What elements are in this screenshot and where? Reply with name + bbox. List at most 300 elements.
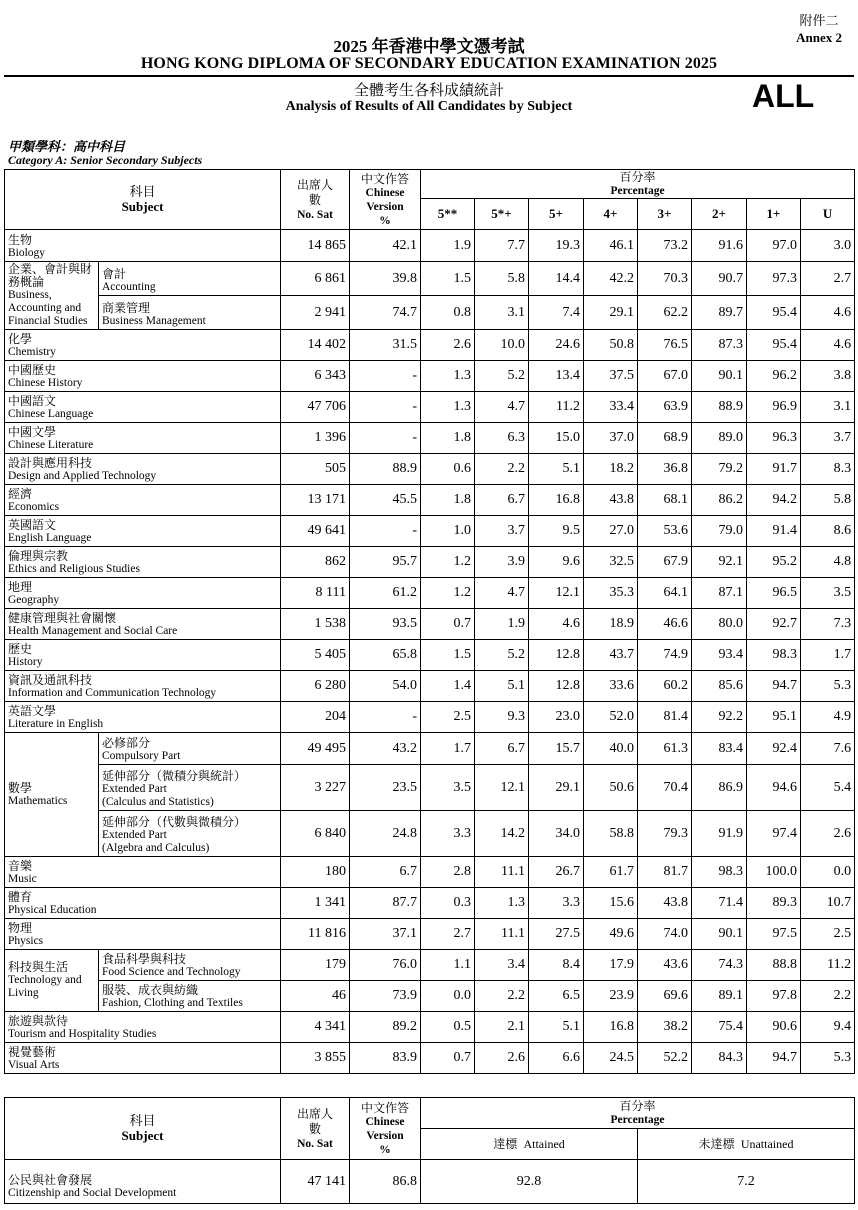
subject-cell: 倫理與宗教 Ethics and Religious Studies (5, 547, 281, 578)
percentage-cell: 8.6 (801, 516, 855, 547)
percentage-cell: 7.3 (801, 609, 855, 640)
percentage-cell: 6.3 (475, 423, 529, 454)
table-row (5, 516, 855, 547)
subject-cell: 健康管理與社會關懷 Health Management and Social Care (5, 609, 281, 640)
percentage-cell: 95.4 (747, 330, 801, 361)
page-title-zh: 2025 年香港中學文憑考試 (333, 37, 525, 56)
percentage-cell: 3.3 (529, 888, 584, 919)
percentage-cell: 94.2 (747, 485, 801, 516)
percentage-cell: 0.5 (421, 1012, 475, 1043)
percentage-cell: 18.9 (584, 609, 638, 640)
percentage-cell: 97.5 (747, 919, 801, 950)
percentage-cell: 5.1 (529, 454, 584, 485)
percentage-cell: 17.9 (584, 950, 638, 981)
subject-cell: 服裝、成衣與紡織 Fashion, Clothing and Textiles (99, 981, 281, 1012)
chinese-version-cell: - (350, 392, 421, 423)
percentage-cell: 87.1 (692, 578, 747, 609)
percentage-cell: 71.4 (692, 888, 747, 919)
page-subtitle-zh: 全體考生各科成績統計 (353, 81, 504, 99)
percentage-cell: 80.0 (692, 609, 747, 640)
percentage-cell: 24.6 (529, 330, 584, 361)
percentage-cell: 5.2 (475, 640, 529, 671)
percentage-cell: 1.8 (421, 485, 475, 516)
percentage-cell: 92.4 (747, 733, 801, 765)
table-row (5, 1160, 855, 1204)
percentage-cell: 12.8 (529, 671, 584, 702)
percentage-cell: 6.6 (529, 1043, 584, 1074)
percentage-cell: 1.3 (475, 888, 529, 919)
chinese-version-cell: 45.5 (350, 485, 421, 516)
percentage-cell: 1.2 (421, 578, 475, 609)
percentage-cell: 24.5 (584, 1043, 638, 1074)
no-sat-cell: 49 495 (281, 733, 350, 765)
table-row (5, 1012, 855, 1043)
grade-header: 5*+ (475, 199, 529, 230)
subject-cell: 食品科學與科技 Food Science and Technology (99, 950, 281, 981)
chinese-version-cell: 31.5 (350, 330, 421, 361)
percentage-cell: 89.0 (692, 423, 747, 454)
percentage-cell: 88.8 (747, 950, 801, 981)
no-sat-cell: 2 941 (281, 296, 350, 330)
percentage-cell: 1.0 (421, 516, 475, 547)
table-row (5, 1043, 855, 1074)
percentage-cell: 2.2 (801, 981, 855, 1012)
table-row (5, 262, 855, 296)
percentage-cell: 15.6 (584, 888, 638, 919)
percentage-cell: 3.4 (475, 950, 529, 981)
percentage-cell: 33.4 (584, 392, 638, 423)
percentage-cell: 11.1 (475, 857, 529, 888)
percentage-cell: 9.6 (529, 547, 584, 578)
percentage-cell: 6.5 (529, 981, 584, 1012)
annex-zh: 附件二 (799, 14, 839, 29)
percentage-cell: 52.0 (584, 702, 638, 733)
percentage-cell: 90.6 (747, 1012, 801, 1043)
attained-header: 達標 Attained (421, 1129, 638, 1160)
chinese-version-cell: 89.2 (350, 1012, 421, 1043)
percentage-cell: 3.3 (421, 811, 475, 857)
percentage-cell: 10.7 (801, 888, 855, 919)
percentage-cell: 23.0 (529, 702, 584, 733)
percentage-cell: 15.7 (529, 733, 584, 765)
percentage-cell: 1.3 (421, 392, 475, 423)
grade-header: U (801, 199, 855, 230)
percentage-cell: 69.6 (638, 981, 692, 1012)
percentage-cell: 89.3 (747, 888, 801, 919)
percentage-cell: 46.6 (638, 609, 692, 640)
chinese-version-cell: 43.2 (350, 733, 421, 765)
percentage-cell: 14.2 (475, 811, 529, 857)
subject-header: 科目 Subject (5, 170, 281, 230)
percentage-cell: 15.0 (529, 423, 584, 454)
percentage-cell: 42.2 (584, 262, 638, 296)
percentage-cell: 96.2 (747, 361, 801, 392)
percentage-cell: 3.7 (475, 516, 529, 547)
percentage-cell: 91.9 (692, 811, 747, 857)
percentage-cell: 53.6 (638, 516, 692, 547)
subject-cell: 商業管理 Business Management (99, 296, 281, 330)
table-row (5, 423, 855, 454)
unattained-header: 未達標 Unattained (638, 1129, 855, 1160)
percentage-cell: 10.0 (475, 330, 529, 361)
percentage-cell: 86.9 (692, 765, 747, 811)
percentage-cell: 43.8 (584, 485, 638, 516)
percentage-cell: 7.6 (801, 733, 855, 765)
percentage-cell: 5.8 (801, 485, 855, 516)
chinese-version-cell: 95.7 (350, 547, 421, 578)
percentage-cell: 79.3 (638, 811, 692, 857)
percentage-cell: 16.8 (584, 1012, 638, 1043)
percentage-cell: 5.1 (529, 1012, 584, 1043)
no-sat-cell: 8 111 (281, 578, 350, 609)
percentage-cell: 2.5 (421, 702, 475, 733)
no-sat-cell: 180 (281, 857, 350, 888)
percentage-cell: 2.8 (421, 857, 475, 888)
table-row (5, 919, 855, 950)
table-row (5, 392, 855, 423)
percentage-cell: 92.1 (692, 547, 747, 578)
percentage-cell: 0.6 (421, 454, 475, 485)
percentage-cell: 96.3 (747, 423, 801, 454)
results-table (4, 169, 855, 1074)
percentage-cell: 98.3 (692, 857, 747, 888)
subject-cell: 經濟 Economics (5, 485, 281, 516)
percentage-cell: 97.4 (747, 811, 801, 857)
percentage-cell: 29.1 (584, 296, 638, 330)
percentage-cell: 11.2 (801, 950, 855, 981)
table-row (5, 765, 855, 811)
percentage-cell: 1.7 (801, 640, 855, 671)
percentage-cell: 0.0 (421, 981, 475, 1012)
subject-cell: 資訊及通訊科技 Information and Communication Technology (5, 671, 281, 702)
chinese-version-header: 中文作答 Chinese Version % (350, 170, 421, 230)
table-row (5, 296, 855, 330)
no-sat-cell: 14 865 (281, 230, 350, 262)
grade-header: 2+ (692, 199, 747, 230)
percentage-cell: 1.8 (421, 423, 475, 454)
percentage-cell: 4.9 (801, 702, 855, 733)
percentage-cell: 1.5 (421, 640, 475, 671)
percentage-cell: 90.1 (692, 361, 747, 392)
subject-cell: 延伸部分（代數與微積分） Extended Part (Algebra and Calculus) (99, 811, 281, 857)
percentage-cell: 4.7 (475, 392, 529, 423)
percentage-cell: 4.6 (801, 330, 855, 361)
percentage-cell: 96.5 (747, 578, 801, 609)
no-sat-cell: 46 (281, 981, 350, 1012)
table-row (5, 640, 855, 671)
percentage-cell: 95.2 (747, 547, 801, 578)
percentage-cell: 6.7 (475, 485, 529, 516)
percentage-cell: 43.7 (584, 640, 638, 671)
percentage-cell: 60.2 (638, 671, 692, 702)
subject-cell: 設計與應用科技 Design and Applied Technology (5, 454, 281, 485)
percentage-cell: 67.0 (638, 361, 692, 392)
percentage-cell: 43.6 (638, 950, 692, 981)
percentage-cell: 37.0 (584, 423, 638, 454)
page-subtitle-en: Analysis of Results of All Candidates by Subject (285, 99, 573, 114)
subject-cell: 地理 Geography (5, 578, 281, 609)
chinese-version-cell: 39.8 (350, 262, 421, 296)
subject-cell: 延伸部分（微積分與統計） Extended Part (Calculus and Statistics) (99, 765, 281, 811)
category-title-en: Category A: Senior Secondary Subjects (8, 153, 203, 167)
percentage-cell: 85.6 (692, 671, 747, 702)
percentage-cell: 84.3 (692, 1043, 747, 1074)
no-sat-cell: 5 405 (281, 640, 350, 671)
no-sat-cell: 1 396 (281, 423, 350, 454)
no-sat-cell: 47 706 (281, 392, 350, 423)
percentage-cell: 76.5 (638, 330, 692, 361)
percentage-cell: 23.9 (584, 981, 638, 1012)
percentage-cell: 3.9 (475, 547, 529, 578)
percentage-cell: 96.9 (747, 392, 801, 423)
percentage-cell: 67.9 (638, 547, 692, 578)
percentage-cell: 9.3 (475, 702, 529, 733)
percentage-cell: 3.5 (421, 765, 475, 811)
percentage-cell: 68.9 (638, 423, 692, 454)
percentage-cell: 3.1 (475, 296, 529, 330)
subject-cell: 中國文學 Chinese Literature (5, 423, 281, 454)
subject-cell: 公民與社會發展 Citizenship and Social Development (5, 1160, 281, 1204)
percentage-cell: 1.3 (421, 361, 475, 392)
percentage-cell: 2.1 (475, 1012, 529, 1043)
percentage-cell: 2.5 (801, 919, 855, 950)
no-sat-cell: 6 861 (281, 262, 350, 296)
percentage-cell: 12.8 (529, 640, 584, 671)
percentage-cell: 90.1 (692, 919, 747, 950)
percentage-cell: 4.6 (529, 609, 584, 640)
percentage-cell: 89.1 (692, 981, 747, 1012)
percentage-cell: 32.5 (584, 547, 638, 578)
percentage-cell: 26.7 (529, 857, 584, 888)
percentage-cell: 27.0 (584, 516, 638, 547)
percentage-cell: 4.7 (475, 578, 529, 609)
chinese-version-cell: 23.5 (350, 765, 421, 811)
percentage-cell: 5.8 (475, 262, 529, 296)
no-sat-cell: 6 840 (281, 811, 350, 857)
percentage-cell: 63.9 (638, 392, 692, 423)
table-row (5, 981, 855, 1012)
percentage-cell: 3.8 (801, 361, 855, 392)
annex-en: Annex 2 (796, 30, 842, 45)
chinese-version-cell: 74.7 (350, 296, 421, 330)
percentage-cell: 27.5 (529, 919, 584, 950)
subject-cell: 中國歷史 Chinese History (5, 361, 281, 392)
table-row (5, 888, 855, 919)
percentage-cell: 2.2 (475, 981, 529, 1012)
chinese-version-cell: - (350, 423, 421, 454)
subject-cell: 化學 Chemistry (5, 330, 281, 361)
percentage-cell: 52.2 (638, 1043, 692, 1074)
no-sat-cell: 4 341 (281, 1012, 350, 1043)
percentage-cell: 94.7 (747, 671, 801, 702)
grade-header: 5+ (529, 199, 584, 230)
percentage-cell: 1.1 (421, 950, 475, 981)
percentage-cell: 0.3 (421, 888, 475, 919)
subject-group-cell: 數學 Mathematics (5, 733, 99, 857)
table-row (5, 578, 855, 609)
table-row (5, 230, 855, 262)
percentage-cell: 95.1 (747, 702, 801, 733)
no-sat-cell: 1 341 (281, 888, 350, 919)
chinese-version-cell: 87.7 (350, 888, 421, 919)
csd-no-sat-header: 出席人數 No. Sat (281, 1098, 350, 1160)
table-row (5, 857, 855, 888)
chinese-version-cell: 6.7 (350, 857, 421, 888)
percentage-cell: 62.2 (638, 296, 692, 330)
percentage-cell: 49.6 (584, 919, 638, 950)
chinese-version-cell: 61.2 (350, 578, 421, 609)
percentage-cell: 19.3 (529, 230, 584, 262)
percentage-cell: 9.4 (801, 1012, 855, 1043)
percentage-cell: 6.7 (475, 733, 529, 765)
no-sat-cell: 47 141 (281, 1160, 350, 1204)
table-row (5, 811, 855, 857)
percentage-cell: 3.0 (801, 230, 855, 262)
subject-cell: 體育 Physical Education (5, 888, 281, 919)
subject-cell: 物理 Physics (5, 919, 281, 950)
percentage-cell: 92.7 (747, 609, 801, 640)
percentage-cell: 2.6 (801, 811, 855, 857)
percentage-cell: 40.0 (584, 733, 638, 765)
percentage-cell: 5.2 (475, 361, 529, 392)
subject-cell: 生物 Biology (5, 230, 281, 262)
percentage-cell: 70.3 (638, 262, 692, 296)
no-sat-header: 出席人數 No. Sat (281, 170, 350, 230)
chinese-version-cell: 93.5 (350, 609, 421, 640)
percentage-cell: 1.2 (421, 547, 475, 578)
percentage-cell: 38.2 (638, 1012, 692, 1043)
percentage-cell: 2.6 (475, 1043, 529, 1074)
percentage-cell: 92.2 (692, 702, 747, 733)
percentage-cell: 1.9 (421, 230, 475, 262)
percentage-cell: 97.8 (747, 981, 801, 1012)
no-sat-cell: 204 (281, 702, 350, 733)
percentage-cell: 0.7 (421, 609, 475, 640)
percentage-cell: 14.4 (529, 262, 584, 296)
percentage-cell: 86.2 (692, 485, 747, 516)
percentage-cell: 1.7 (421, 733, 475, 765)
table-row (5, 485, 855, 516)
subject-cell: 英國語文 English Language (5, 516, 281, 547)
table-row (5, 671, 855, 702)
chinese-version-cell: 54.0 (350, 671, 421, 702)
percentage-cell: 88.9 (692, 392, 747, 423)
table-row (5, 547, 855, 578)
category-title-zh: 甲類學科：高中科目 (8, 139, 126, 154)
percentage-cell: 1.4 (421, 671, 475, 702)
percentage-cell: 3.1 (801, 392, 855, 423)
no-sat-cell: 11 816 (281, 919, 350, 950)
subject-cell: 會計 Accounting (99, 262, 281, 296)
percentage-cell: 68.1 (638, 485, 692, 516)
percentage-cell: 74.9 (638, 640, 692, 671)
percentage-cell: 90.7 (692, 262, 747, 296)
percentage-cell: 73.2 (638, 230, 692, 262)
no-sat-cell: 13 171 (281, 485, 350, 516)
subject-cell: 視覺藝術 Visual Arts (5, 1043, 281, 1074)
no-sat-cell: 14 402 (281, 330, 350, 361)
percentage-cell: 97.0 (747, 230, 801, 262)
percentage-cell: 0.0 (801, 857, 855, 888)
grade-header: 4+ (584, 199, 638, 230)
percentage-cell: 1.9 (475, 609, 529, 640)
percentage-cell: 81.7 (638, 857, 692, 888)
percentage-cell: 11.1 (475, 919, 529, 950)
csd-table (4, 1097, 855, 1204)
percentage-cell: 7.4 (529, 296, 584, 330)
percentage-cell: 58.8 (584, 811, 638, 857)
grade-header: 5** (421, 199, 475, 230)
percentage-cell: 91.4 (747, 516, 801, 547)
title-rule (4, 75, 854, 77)
chinese-version-cell: 37.1 (350, 919, 421, 950)
percentage-cell: 94.7 (747, 1043, 801, 1074)
percentage-header: 百分率 Percentage (421, 170, 855, 199)
percentage-cell: 8.4 (529, 950, 584, 981)
percentage-cell: 61.3 (638, 733, 692, 765)
no-sat-cell: 862 (281, 547, 350, 578)
percentage-cell: 35.3 (584, 578, 638, 609)
chinese-version-cell: 88.9 (350, 454, 421, 485)
chinese-version-cell: 24.8 (350, 811, 421, 857)
percentage-cell: 91.7 (747, 454, 801, 485)
percentage-cell: 3.5 (801, 578, 855, 609)
percentage-cell: 4.6 (801, 296, 855, 330)
percentage-cell: 4.8 (801, 547, 855, 578)
csd-subject-header: 科目 Subject (5, 1098, 281, 1160)
table-row (5, 702, 855, 733)
subject-cell: 旅遊與款待 Tourism and Hospitality Studies (5, 1012, 281, 1043)
percentage-cell: 33.6 (584, 671, 638, 702)
table-row (5, 950, 855, 981)
no-sat-cell: 1 538 (281, 609, 350, 640)
percentage-cell: 7.7 (475, 230, 529, 262)
percentage-cell: 2.7 (421, 919, 475, 950)
percentage-cell: 0.8 (421, 296, 475, 330)
page-title-en: HONG KONG DIPLOMA OF SECONDARY EDUCATION EXAMINATION 2025 (140, 55, 718, 72)
chinese-version-cell: 42.1 (350, 230, 421, 262)
percentage-cell: 61.7 (584, 857, 638, 888)
no-sat-cell: 6 280 (281, 671, 350, 702)
percentage-cell: 100.0 (747, 857, 801, 888)
subject-cell: 音樂 Music (5, 857, 281, 888)
percentage-cell: 50.8 (584, 330, 638, 361)
percentage-cell: 37.5 (584, 361, 638, 392)
percentage-cell: 34.0 (529, 811, 584, 857)
percentage-cell: 5.3 (801, 1043, 855, 1074)
chinese-version-cell: 73.9 (350, 981, 421, 1012)
percentage-cell: 98.3 (747, 640, 801, 671)
percentage-cell: 70.4 (638, 765, 692, 811)
no-sat-cell: 505 (281, 454, 350, 485)
percentage-cell: 13.4 (529, 361, 584, 392)
percentage-cell: 74.3 (692, 950, 747, 981)
chinese-version-cell: 65.8 (350, 640, 421, 671)
percentage-cell: 36.8 (638, 454, 692, 485)
percentage-cell: 83.4 (692, 733, 747, 765)
percentage-cell: 3.7 (801, 423, 855, 454)
percentage-cell: 5.4 (801, 765, 855, 811)
subject-group-cell: 科技與生活 Technology and Living (5, 950, 99, 1012)
percentage-cell: 89.7 (692, 296, 747, 330)
percentage-cell: 12.1 (529, 578, 584, 609)
percentage-cell: 18.2 (584, 454, 638, 485)
percentage-cell: 0.7 (421, 1043, 475, 1074)
percentage-cell: 29.1 (529, 765, 584, 811)
percentage-cell: 74.0 (638, 919, 692, 950)
percentage-cell: 12.1 (475, 765, 529, 811)
chinese-version-cell: - (350, 516, 421, 547)
